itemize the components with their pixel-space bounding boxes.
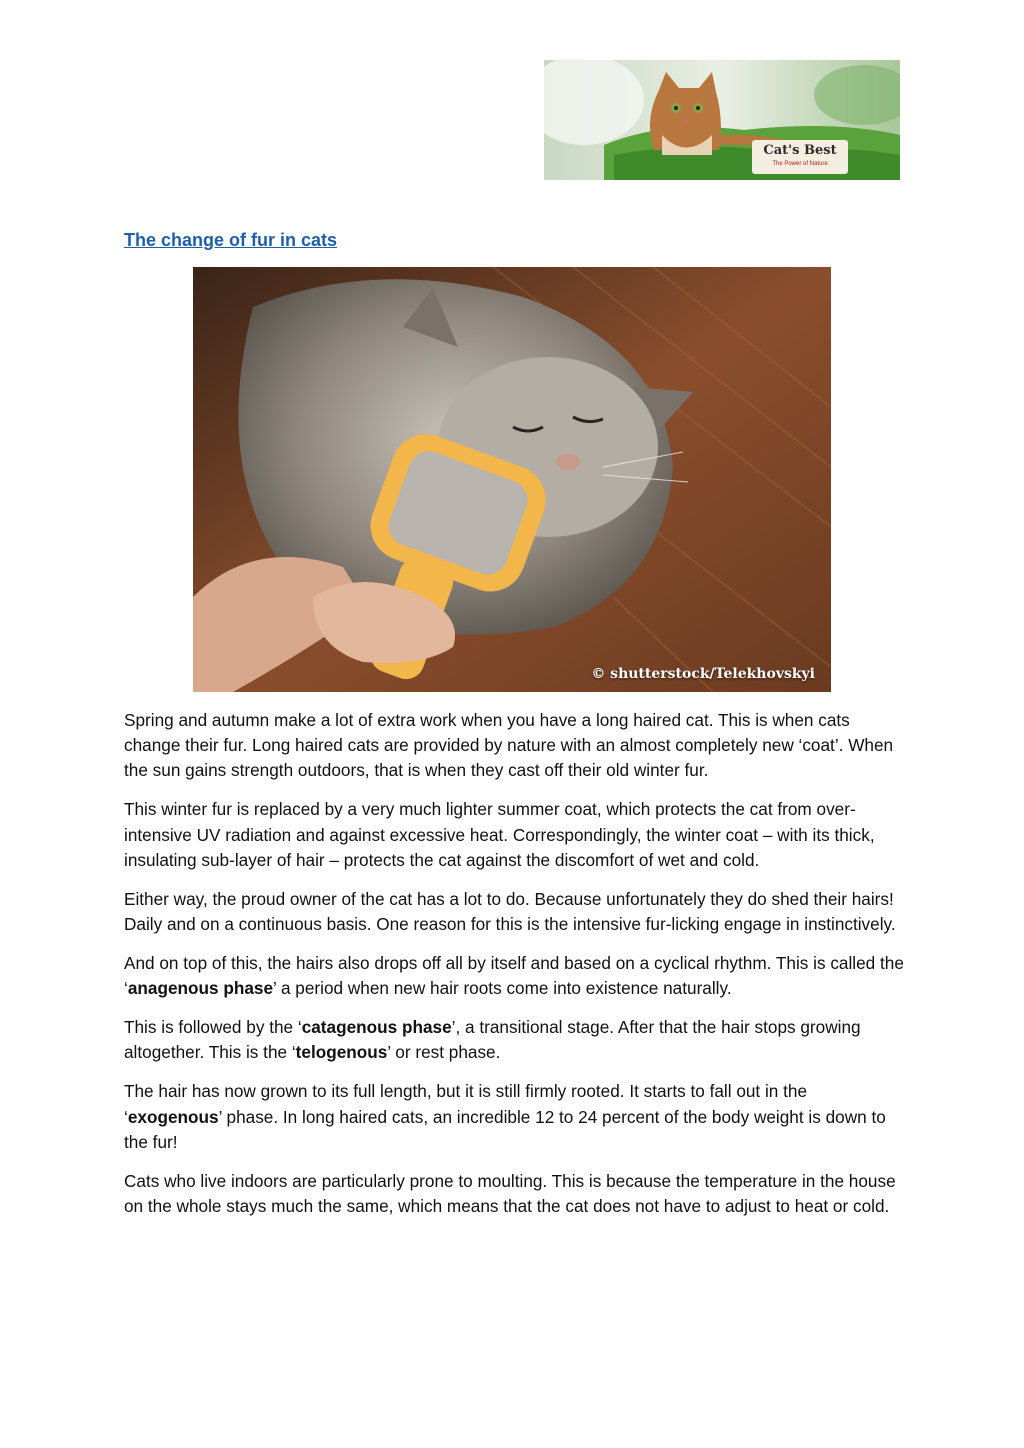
term-anagenous: anagenous phase: [127, 978, 274, 999]
paragraph: And on top of this, the hairs also drops off all by itself and based on a cyclical rhythm. This is called the ‘anagenous phase’ a period when new hair roots come into existence naturally.: [124, 953, 904, 999]
paragraph: Either way, the proud owner of the cat has a lot to do. Because unfortunately they do shed their hairs! Daily and on a continuous basis. One reason for this is the intensive fur-licking engage in instinctively.: [124, 888, 896, 935]
term-telogenous: telogenous: [295, 1042, 388, 1063]
photo-credit: © shutterstock/Telekhovskyi: [591, 666, 815, 682]
term-catagenous: catagenous phase: [301, 1017, 452, 1038]
cat-brushing-photo: [193, 267, 831, 692]
article-title[interactable]: The change of fur in cats: [124, 230, 338, 250]
paragraph: This winter fur is replaced by a very much lighter summer coat, which protects the cat from over-intensive UV radiation and against excessive heat. Correspondingly, the winter coat – with its thick, insulating sub-layer of hair – protects the cat against the discomfort of wet and cold.: [124, 799, 875, 870]
paragraph: Spring and autumn make a lot of extra work when you have a long haired cat. This is when cats change their fur. Long haired cats are provided by nature with an almost completely new ‘coat’. When the sun gains strength outdoors, that is when they cast off their old winter fur.: [124, 710, 894, 781]
paragraph: This is followed by the ‘catagenous phase’, a transitional stage. After that the hair stops growing altogether. This is the ‘telogenous’ or rest phase.: [124, 1017, 861, 1063]
paragraph: Cats who live indoors are particularly prone to moulting. This is because the temperature in the house on the whole stays much the same, which means that the cat does not have to adjust to heat or cold.: [124, 1170, 896, 1217]
term-exogenous: exogenous: [127, 1106, 219, 1127]
brand-logo-text: Cat's Best: [763, 143, 837, 158]
brand-banner-image: [544, 60, 900, 180]
paragraph: The hair has now grown to its full length, but it is still firmly rooted. It starts to fall out in the ‘exogenous’ phase. In long haired cats, an incredible 12 to 24 percent of the body weight is down to the fur!: [124, 1081, 886, 1152]
brand-logo-tagline: The Power of Nature: [772, 161, 828, 167]
article-body: [124, 708, 904, 1233]
